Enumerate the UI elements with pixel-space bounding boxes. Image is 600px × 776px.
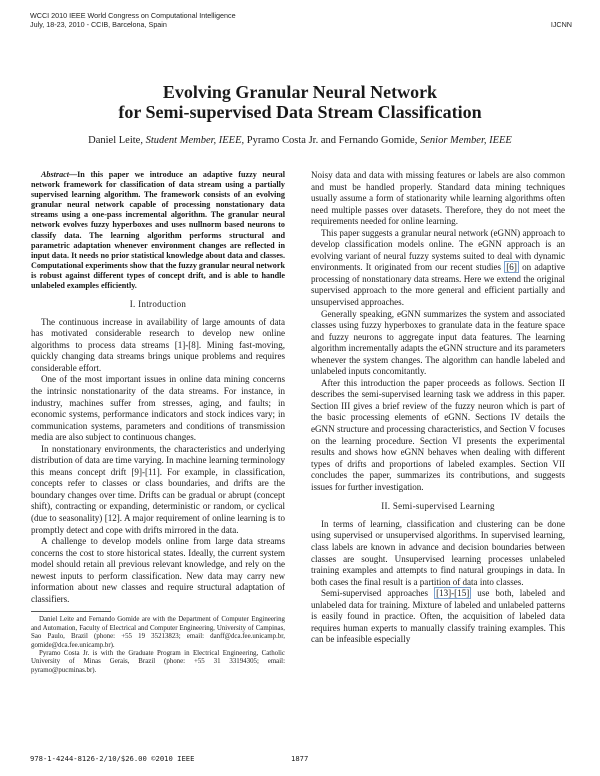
intro-paragraph-1: The continuous increase in availability of large amounts of data has motivated considerable research to develop new online algorithms to process data streams [1]-[8]. Mining fast-moving, quickly changing data streams brings unique problems and requires considerable effort.: [31, 316, 285, 373]
left-column: [31, 170, 285, 675]
abstract-text: —In this paper we introduce an adaptive fuzzy neural network framework for classification of data stream using a partially supervised learning algorithm. The framework consists of an evolving granular neural network capable of processing nonstationary data streams using a one-pass incremental algorithm. The granular neural network evolves fuzzy hyperboxes and uses nullnorm based neurons to classify data. The learning algorithm performs structural and parametric adaptation whenever environment changes are reflected in input data. It needs no prior statistical knowledge about data and classes. Computational experiments show that the fuzzy granular neural network is robust against different types of concept drift, and is able to handle unlabeled examples efficiently.: [31, 170, 285, 291]
section-heading-introduction: I. Introduction: [129, 299, 187, 310]
semi-paragraph-2-text-b: use both, labeled and unlabeled data for training. Mixture of labeled and unlabeled patterns is easily found in practice. Often, the acquisition of labeled data requires human experts to manually classify training examples. This can be infeasible especially: [311, 588, 565, 645]
conference-name: WCCI 2010 IEEE World Congress on Computational Intelligence: [30, 11, 236, 20]
intro-paragraph-2: One of the most important issues in online data mining concerns the intrinsic nonstationarity of the data streams. For instance, in industry, machines suffer from stresses, aging, and faults; in economic systems, performance indicators and stock indices vary; in communication systems, parameters and conditions of transmission media are also subject to continuous changes.: [31, 374, 285, 443]
intro-paragraph-6: [311, 228, 565, 309]
intro-paragraph-4: A challenge to develop models online from large data streams concerns the cost to store historical states. Ideally, the current system model should retain all previous relevant knowledge, and rely on the newest inputs to perform classification. New data may carry new information about new classes and require structural adaptation of classifiers.: [31, 536, 285, 604]
semi-paragraph-1: In terms of learning, classification and clustering can be done using supervised or unsupervised algorithms. In supervised learning, class labels are known in advance and decision boundaries between classes are sought. Unsupervised learning processes unlabeled training examples and attempts to find natural groupings in data. In both cases the final result is a partition of data into classes.: [311, 518, 565, 587]
citation-link-6[interactable]: [6]: [506, 262, 517, 273]
intro-paragraph-6-text-a: This paper suggests a granular neural network (eGNN) approach to develop classification models online. The eGNN approach is an evolving variant of neural fuzzy systems suited to deal with dynamic environments. It originated from our recent studies: [311, 227, 565, 273]
author-3-role: Senior Member, IEEE: [420, 135, 512, 146]
intro-paragraph-6-text-b: on adaptive processing of nonstationary data streams. Here we extend the original supervised approach to the more general and efficient partially and unsupervised approaches.: [311, 262, 566, 308]
title-line-2: for Semi-supervised Data Stream Classification: [118, 102, 482, 122]
track-label: IJCNN: [550, 20, 572, 29]
intro-paragraph-8: After this introduction the paper proceeds as follows. Section II describes the semi-supervised learning task we address in this paper. Section III gives a brief review of the fuzzy neuron which is part of the basic processing elements of eGNN. Sections IV details the eGNN structure and processing characteristics, and Section V focuses on the learning procedure. Section VI presents the experimental results and shows how eGNN behaves when dealing with different types of drifts and proportions of labeled examples. Section VII concludes the paper, summarizes its contributions, and suggests issues for further investigation.: [311, 377, 565, 492]
intro-paragraph-3: In nonstationary environments, the characteristics and underlying distribution of data are time varying. In machine learning terminology this means concept drift [9]-[11]. For example, in classification, concepts refer to classes or class boundaries, and drifts are the boundary changes over time. Drifts can be gradual or abrupt (concept shift), contracting or expanding, deterministic or random, or cyclical (due to seasonality) [12]. A major requirement of online learning is to promptly detect and cope with drifts mirrored in the data.: [31, 443, 285, 535]
conference-header: [30, 11, 236, 29]
section-heading-semi-supervised: II. Semi-supervised Learning: [381, 501, 495, 512]
footnote-affiliation-1: Daniel Leite and Fernando Gomide are with the Department of Computer Engineering and Automation, Faculty of Electrical and Computer Engineering, University of Campinas, Sao Paulo, Brazil (phone: +55 19 35213823; email: danff@dca.fee.unicamp.br, gomide@dca.fee.unicamp.br).: [31, 616, 285, 649]
abstract-label: Abstract: [41, 170, 69, 179]
paper-title: [0, 82, 600, 122]
author-line: [0, 135, 600, 146]
conference-date-location: July, 18-23, 2010 - CCIB, Barcelona, Spain: [30, 20, 167, 29]
footnote-divider: [31, 611, 111, 612]
intro-paragraph-7: Generally speaking, eGNN summarizes the system and associated classes using fuzzy hyperboxes to granulate data in the feature space and fuzzy neurons to aggregate input data features. The learning algorithm incrementally adapts the eGNN structure and its parameters whenever the system changes. The algorithm can handle labeled and unlabeled inputs concomitantly.: [311, 308, 565, 377]
semi-paragraph-2-text-a: Semi-supervised approaches: [321, 588, 429, 599]
footnotes: [31, 616, 285, 675]
right-column: [311, 170, 565, 646]
author-2-3: Pyramo Costa Jr. and Fernando Gomide,: [246, 135, 418, 146]
page-number: 1877: [291, 754, 309, 763]
abstract: [31, 170, 285, 291]
footnote-affiliation-2: Pyramo Costa Jr. is with the Graduate Program in Electrical Engineering, Catholic University of Minas Gerais, Brazil (phone: +55 31 33194305; email: pyramo@pucminas.br).: [31, 649, 285, 674]
intro-paragraph-5: Noisy data and data with missing features or labels are also common and must be handled properly. Standard data mining techniques usually assume a form of stationarity while learning algorithms often need multiple passes over datasets. Therefore, they do not meet the requirements needed for online learning.: [311, 170, 565, 227]
semi-paragraph-2: [311, 588, 565, 646]
citation-link-13-15[interactable]: [13]-[15]: [436, 588, 470, 599]
author-1-role: Student Member, IEEE,: [145, 135, 245, 146]
title-line-1: Evolving Granular Neural Network: [162, 82, 438, 102]
author-1: Daniel Leite,: [88, 135, 143, 146]
copyright-isbn: 978-1-4244-8126-2/10/$26.00 ©2010 IEEE: [30, 754, 195, 763]
